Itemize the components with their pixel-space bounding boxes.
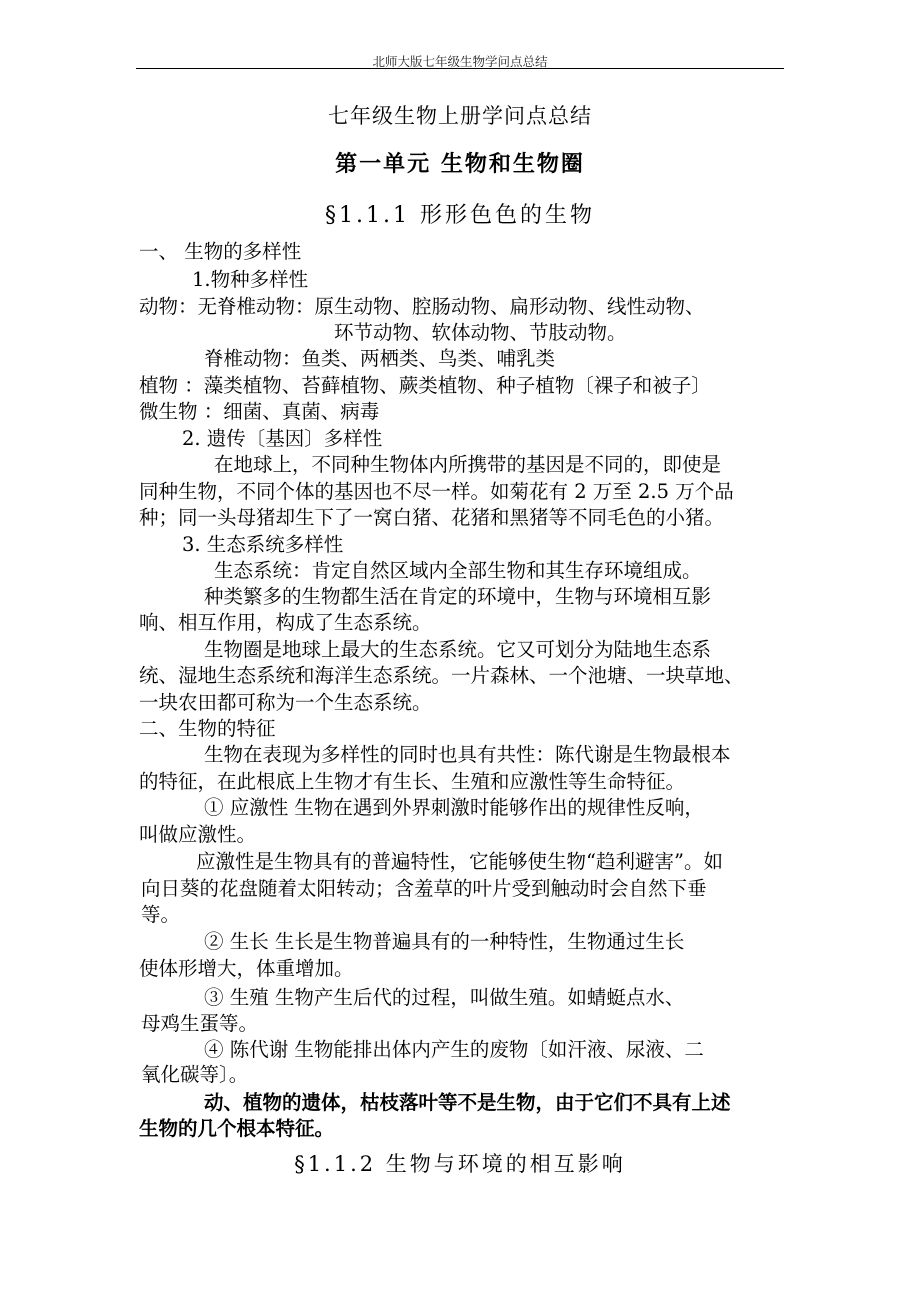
unit-title: 第一单元 生物和生物圈: [335, 151, 585, 177]
text-line: 等。: [141, 903, 181, 926]
heading-characteristics: 二、生物的特征: [139, 717, 276, 740]
section-title-1-1-2: §1.1.2 生物与环境的相互影响: [294, 1152, 626, 1176]
text-line: 植物 ：藻类植物、苔藓植物、蕨类植物、种子植物〔裸子和被子〕: [139, 374, 711, 397]
text-line: 种类繁多的生物都生活在肯定的环境中，生物与环境相互影: [204, 585, 712, 608]
header-rule: [136, 68, 784, 69]
emphasis-line: 动、植物的遗体，枯枝落叶等不是生物，由于它们不具有上述: [204, 1091, 731, 1114]
text-line: 种；同一头母猪却生下了一窝白猪、花猪和黑猪等不同毛色的小猪。: [139, 506, 725, 529]
subheading-ecosystem-diversity: 3. 生态系统多样性: [182, 533, 344, 556]
text-line: 母鸡生蛋等。: [141, 1012, 259, 1035]
text-line: 脊椎动物：鱼类、两栖类、鸟类、哺乳类: [204, 347, 556, 370]
text-line: ② 生长 生长是生物普遍具有的一种特性，生物通过生长: [204, 930, 685, 953]
text-line: ③ 生殖 生物产生后代的过程，叫做生殖。如蜻蜓点水、: [204, 986, 685, 1009]
text-line: 的特征，在此根底上生物才有生长、生殖和应激性等生命特征。: [139, 770, 686, 793]
text-line: 应激性是生物具有的普遍特性，它能够使生物“趋利避害”。如: [196, 850, 723, 873]
text-line: 响、相互作用，构成了生态系统。: [139, 611, 432, 634]
text-line: 使体形增大，体重增加。: [139, 957, 354, 980]
heading-biodiversity: 一、 生物的多样性: [139, 240, 302, 263]
document-title: 七年级生物上册学问点总结: [328, 104, 592, 128]
text-line: 环节动物、软体动物、节肢动物。: [334, 321, 627, 344]
subheading-species-diversity: 1.物种多样性: [192, 268, 309, 291]
running-header-text: 北师大版七年级生物学问点总结: [372, 54, 548, 69]
text-line: 氧化碳等〕。: [141, 1063, 249, 1086]
text-line: 统、湿地生态系统和海洋生态系统。一片森林、一个池塘、一块草地、: [139, 664, 744, 687]
text-line: 一块农田都可称为一个生态系统。: [139, 691, 432, 714]
section-title-1-1-1: §1.1.1 形形色色的生物: [325, 203, 595, 228]
text-line: 生物圈是地球上最大的生态系统。它又可划分为陆地生态系: [204, 638, 712, 661]
subheading-genetic-diversity: 2. 遗传〔基因〕多样性: [182, 427, 383, 450]
text-line: 同种生物，不同个体的基因也不尽一样。如菊花有 2 万至 2.5 万个品: [139, 480, 734, 503]
text-line: 叫做应激性。: [139, 823, 257, 846]
text-line: 生态系统：肯定自然区域内全部生物和其生存环境组成。: [214, 559, 702, 582]
text-line: ① 应激性 生物在遇到外界刺激时能够作出的规律性反响，: [204, 796, 704, 819]
text-line: 向日葵的花盘随着太阳转动；含羞草的叶片受到触动时会自然下垂: [141, 877, 707, 900]
text-line: 生物在表现为多样性的同时也具有共性：陈代谢是生物最根本: [204, 743, 731, 766]
text-line: 动物：无脊椎动物：原生动物、腔肠动物、扁形动物、线性动物、: [139, 295, 705, 318]
text-line: ④ 陈代谢 生物能排出体内产生的废物〔如汗液、尿液、二: [204, 1038, 704, 1061]
text-line: 微生物 ：细菌、真菌、病毒: [139, 400, 380, 423]
emphasis-line: 生物的几个根本特征。: [139, 1117, 335, 1140]
text-line: 在地球上，不同种生物体内所携带的基因是不同的，即使是: [214, 453, 722, 476]
